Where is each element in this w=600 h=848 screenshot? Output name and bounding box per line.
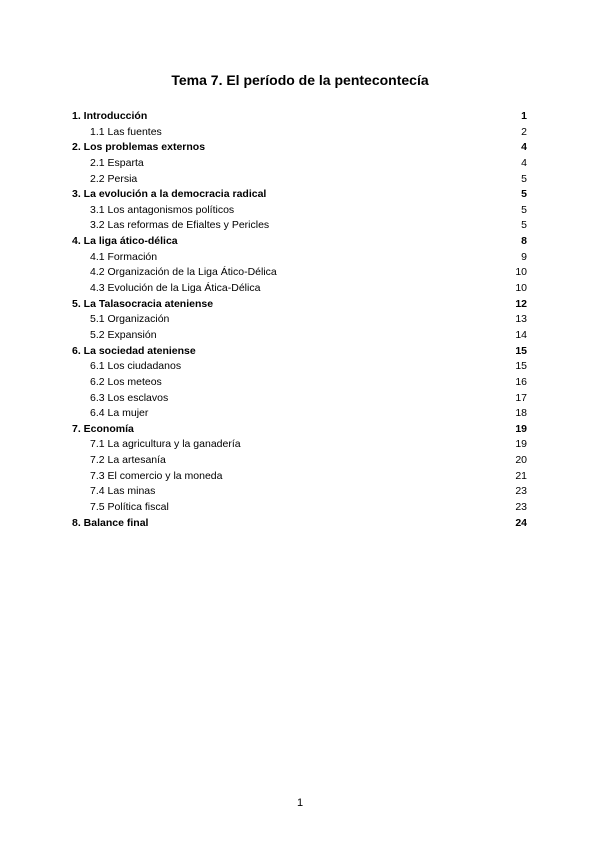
toc-entry-label: 4. La liga ático-délica (72, 235, 178, 248)
toc-entry-page: 1 (521, 110, 527, 122)
toc-entry-page: 10 (515, 282, 527, 295)
toc-entry-page: 2 (521, 125, 527, 138)
toc-entry-page: 9 (521, 250, 527, 263)
toc-entry-page: 8 (521, 235, 527, 248)
toc-entry-page: 5 (521, 219, 527, 232)
page-number: 1 (296, 797, 304, 809)
table-of-contents (72, 109, 527, 531)
toc-subsection-entry[interactable] (72, 281, 527, 297)
toc-entry-label: 7.2 La artesanía (90, 454, 166, 467)
toc-entry-page: 20 (515, 454, 527, 467)
toc-entry-label: 3.1 Los antagonismos políticos (90, 203, 235, 216)
toc-subsection-entry[interactable] (72, 125, 527, 141)
toc-subsection-entry[interactable] (72, 250, 527, 266)
toc-section-entry[interactable] (72, 422, 527, 438)
toc-entry-page: 15 (515, 344, 527, 357)
toc-entry-label: 7.4 Las minas (90, 485, 156, 498)
toc-subsection-entry[interactable] (72, 406, 527, 422)
toc-entry-label: 6.4 La mujer (90, 407, 149, 420)
toc-section-entry[interactable] (72, 140, 527, 156)
toc-entry-label: 2. Los problemas externos (72, 141, 206, 154)
toc-entry-label: 1. Introducción (72, 110, 148, 122)
toc-entry-label: 5.1 Organización (90, 313, 170, 326)
toc-subsection-entry[interactable] (72, 156, 527, 172)
toc-subsection-entry[interactable] (72, 469, 527, 485)
toc-subsection-entry[interactable] (72, 203, 527, 219)
toc-subsection-entry[interactable] (72, 375, 527, 391)
toc-subsection-entry[interactable] (72, 172, 527, 188)
toc-entry-label: 5. La Talasocracia ateniense (72, 297, 214, 310)
toc-entry-page: 18 (515, 407, 527, 420)
toc-entry-page: 23 (515, 485, 527, 498)
toc-entry-label: 7.1 La agricultura y la ganadería (90, 438, 241, 451)
toc-entry-page: 19 (515, 438, 527, 451)
page-title: Tema 7. El período de la pentecontecía (171, 72, 429, 88)
toc-subsection-entry[interactable] (72, 391, 527, 407)
toc-entry-page: 5 (521, 188, 527, 201)
toc-entry-page: 4 (521, 156, 527, 169)
toc-entry-page: 13 (515, 313, 527, 326)
toc-entry-label: 1.1 Las fuentes (90, 125, 162, 138)
toc-entry-label: 4.1 Formación (90, 250, 158, 263)
toc-section-entry[interactable] (72, 297, 527, 313)
toc-entry-label: 3. La evolución a la democracia radical (72, 188, 267, 201)
toc-section-entry[interactable] (72, 109, 527, 125)
toc-entry-label: 7. Economía (72, 422, 134, 435)
toc-entry-label: 7.5 Política fiscal (90, 501, 169, 514)
toc-entry-page: 15 (515, 360, 527, 373)
toc-entry-label: 6.1 Los ciudadanos (90, 360, 182, 373)
toc-section-entry[interactable] (72, 344, 527, 360)
toc-subsection-entry[interactable] (72, 312, 527, 328)
toc-subsection-entry[interactable] (72, 484, 527, 500)
toc-entry-page: 21 (515, 469, 527, 482)
toc-entry-page: 24 (515, 516, 527, 529)
toc-entry-label: 8. Balance final (72, 516, 149, 529)
toc-section-entry[interactable] (72, 234, 527, 250)
toc-entry-page: 5 (521, 203, 527, 216)
toc-subsection-entry[interactable] (72, 437, 527, 453)
toc-entry-page: 19 (515, 422, 527, 435)
toc-section-entry[interactable] (72, 516, 527, 532)
toc-section-entry[interactable] (72, 187, 527, 203)
toc-entry-page: 4 (521, 141, 527, 154)
toc-subsection-entry[interactable] (72, 359, 527, 375)
toc-subsection-entry[interactable] (72, 328, 527, 344)
toc-entry-label: 6. La sociedad ateniense (72, 344, 196, 357)
toc-entry-page: 17 (515, 391, 527, 404)
toc-entry-label: 5.2 Expansión (90, 328, 157, 341)
toc-entry-page: 14 (515, 328, 527, 341)
toc-subsection-entry[interactable] (72, 218, 527, 234)
toc-entry-label: 6.2 Los meteos (90, 375, 162, 388)
toc-entry-page: 10 (515, 266, 527, 279)
toc-entry-page: 5 (521, 172, 527, 185)
toc-subsection-entry[interactable] (72, 500, 527, 516)
toc-entry-page: 12 (515, 297, 527, 310)
toc-entry-label: 2.2 Persia (90, 172, 138, 185)
toc-entry-label: 2.1 Esparta (90, 156, 144, 169)
toc-entry-label: 6.3 Los esclavos (90, 391, 169, 404)
toc-entry-label: 7.3 El comercio y la moneda (90, 469, 223, 482)
toc-entry-label: 3.2 Las reformas de Efialtes y Pericles (90, 219, 270, 232)
toc-entry-label: 4.2 Organización de la Liga Ático-Délica (90, 266, 277, 279)
toc-subsection-entry[interactable] (72, 453, 527, 469)
toc-entry-page: 23 (515, 501, 527, 514)
toc-entry-label: 4.3 Evolución de la Liga Ática-Délica (90, 282, 261, 295)
toc-entry-page: 16 (515, 375, 527, 388)
toc-subsection-entry[interactable] (72, 265, 527, 281)
